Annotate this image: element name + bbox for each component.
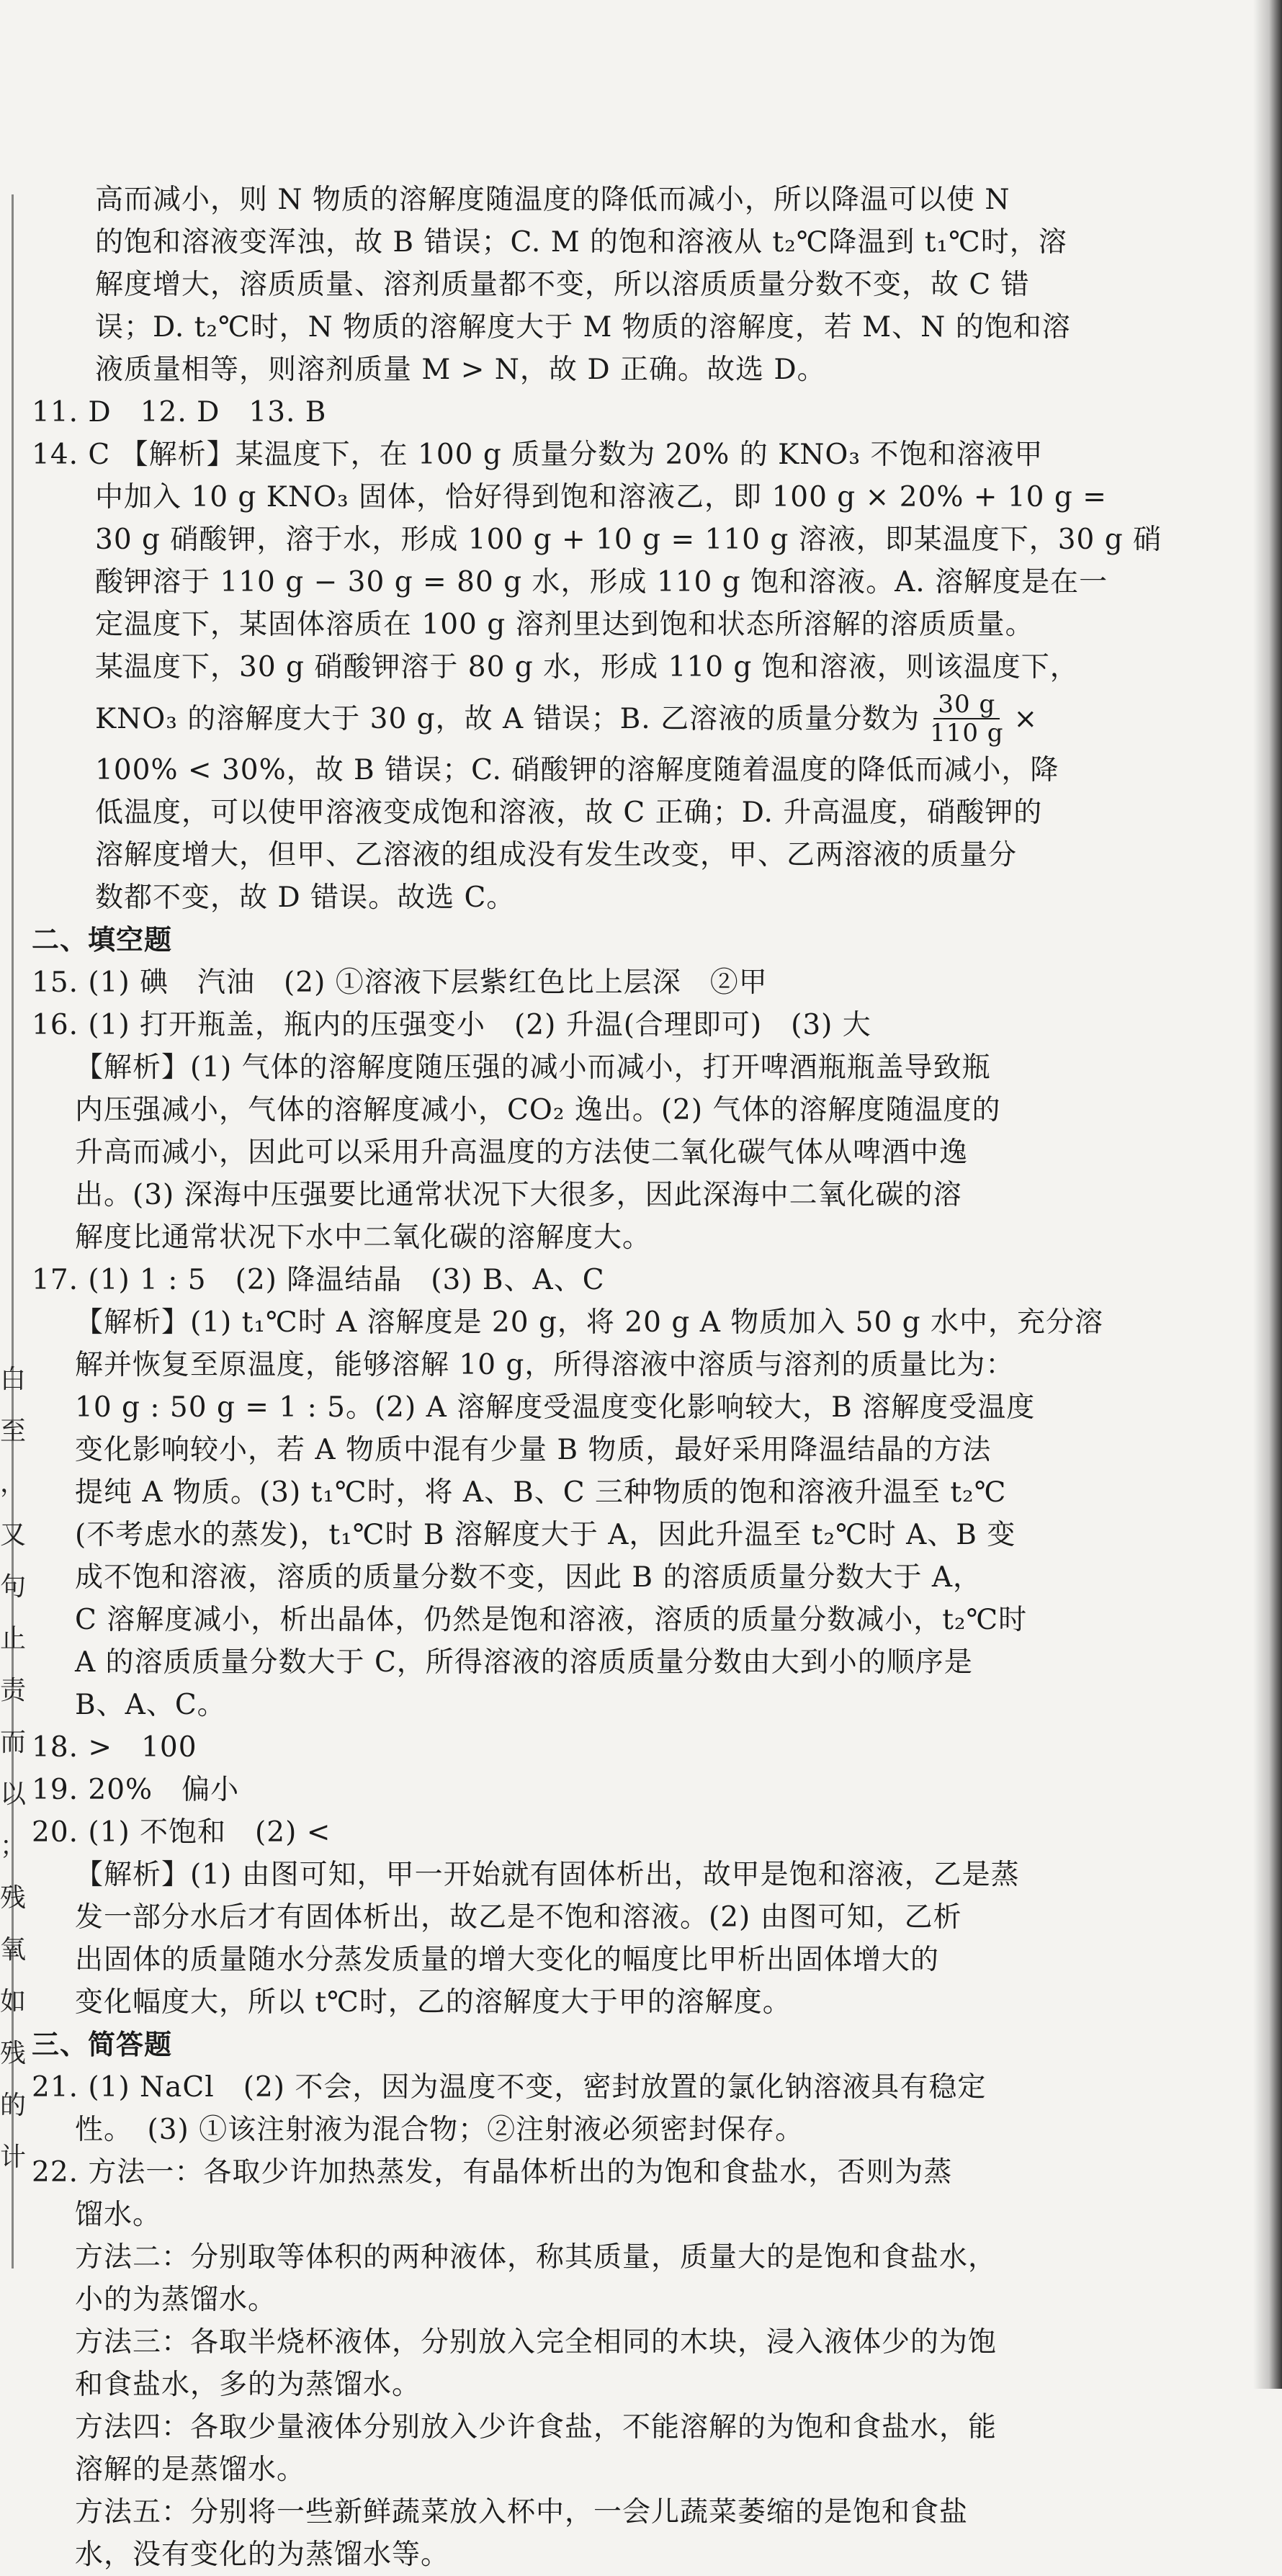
text-line: 提纯 A 物质。(3) t₁℃时，将 A、B、C 三种物质的饱和溶液升温至 t₂℃: [75, 1476, 1007, 1509]
text-line: 水，没有变化的为蒸馏水等。: [75, 2539, 450, 2571]
text-line: 解度比通常状况下水中二氧化碳的溶解度大。: [75, 1221, 652, 1254]
fraction-denominator: 110 g: [930, 719, 1004, 748]
mass-fraction: [925, 691, 1008, 747]
gutter-char: 至: [0, 1417, 27, 1446]
text-line: 30 g 硝酸钾，溶于水，形成 100 g + 10 g = 110 g 溶液，即某温度下，30 g 硝: [95, 524, 1162, 556]
text-line: 100% < 30%，故 B 错误；C. 硝酸钾的溶解度随着温度的降低而减小，降: [95, 754, 1059, 786]
gutter-char: 句: [0, 1572, 27, 1602]
adjacent-page-fragment: [0, 1354, 27, 2184]
method-4: 方法四：各取少量液体分别放入少许食盐，不能溶解的为饱和食盐水，能: [75, 2411, 998, 2443]
text-line: 和食盐水，多的为蒸馏水。: [75, 2369, 421, 2401]
gutter-char: 而: [0, 1728, 27, 1757]
gutter-char: 计: [0, 2142, 27, 2172]
text-line: 发一部分水后才有固体析出，故乙是不饱和溶液。(2) 由图可知，乙析: [75, 1901, 962, 1934]
text-line: 升高而减小，因此可以采用升高温度的方法使二氧化碳气体从啤酒中逸: [75, 1136, 969, 1169]
answer-19: 19. 20% 偏小: [32, 1774, 240, 1806]
gutter-char: 责: [0, 1676, 27, 1705]
answer-17: 17. (1) 1 : 5 (2) 降温结晶 (3) B、A、C: [32, 1264, 605, 1296]
gutter-char: 白: [0, 1365, 27, 1394]
analysis-20: 【解析】(1) 由图可知，甲一开始就有固体析出，故甲是饱和溶液，乙是蒸: [75, 1859, 1020, 1891]
text-line: 成不饱和溶液，溶质的质量分数不变，因此 B 的溶质质量分数大于 A，: [75, 1561, 982, 1594]
text-line: 变化影响较小，若 A 物质中混有少量 B 物质，最好采用降温结晶的方法: [75, 1434, 992, 1466]
gutter-char: 残: [0, 1883, 27, 1913]
text-line: 10 g : 50 g = 1 : 5。(2) A 溶解度受温度变化影响较大，B 溶解度受温度: [75, 1391, 1036, 1424]
method-2: 方法二：分别取等体积的两种液体，称其质量，质量大的是饱和食盐水，: [75, 2241, 998, 2274]
text-line: 出。(3) 深海中压强要比通常状况下大很多，因此深海中二氧化碳的溶: [75, 1179, 962, 1211]
text-line: B、A、C。: [75, 1689, 226, 1721]
text-line: 低温度，可以使甲溶液变成饱和溶液，故 C 正确；D. 升高温度，硝酸钾的: [95, 796, 1043, 829]
text-line: 小的为蒸馏水。: [75, 2284, 277, 2316]
answer-text-block: [32, 179, 1162, 2576]
gutter-char: 止: [0, 1624, 27, 1653]
gutter-char: 残: [0, 2039, 27, 2068]
text-line: 液质量相等，则溶剂质量 M > N，故 D 正确。故选 D。: [95, 354, 826, 386]
text-line: KNO₃ 的溶解度大于 30 g，故 A 错误；B. 乙溶液的质量分数为: [95, 702, 920, 735]
gutter-char: ，: [0, 1468, 27, 1498]
method-5: 方法五：分别将一些新鲜蔬菜放入杯中，一会儿蔬菜萎缩的是饱和食盐: [75, 2496, 969, 2528]
answer-22: 22. 方法一：各取少许加热蒸发，有晶体析出的为饱和食盐水，否则为蒸: [32, 2156, 953, 2189]
section-heading-fill-blank: 二、填空题: [32, 924, 173, 956]
text-line: C 溶解度减小，析出晶体，仍然是饱和溶液，溶质的质量分数减小，t₂℃时: [75, 1604, 1028, 1636]
text-line: 出固体的质量随水分蒸发质量的增大变化的幅度比甲析出固体增大的: [75, 1944, 940, 1976]
text-line: 数都不变，故 D 错误。故选 C。: [95, 881, 516, 914]
text-line: 中加入 10 g KNO₃ 固体，恰好得到饱和溶液乙，即 100 g × 20% + 10 g =: [95, 481, 1107, 513]
text-line: 定温度下，某固体溶质在 100 g 溶剂里达到饱和状态所溶解的溶质质量。: [95, 609, 1034, 641]
analysis-16: 【解析】(1) 气体的溶解度随压强的减小而减小，打开啤酒瓶瓶盖导致瓶: [75, 1051, 991, 1084]
text-line: 变化幅度大，所以 t℃时，乙的溶解度大于甲的溶解度。: [75, 1986, 792, 2019]
gutter-char: 以: [0, 1780, 27, 1809]
page-edge-shadow: [1253, 0, 1282, 2389]
text-line: 解度增大，溶质质量、溶剂质量都不变，所以溶质质量分数不变，故 C 错: [95, 269, 1030, 301]
text-line: 溶解度增大，但甲、乙溶液的组成没有发生改变，甲、乙两溶液的质量分: [95, 839, 1018, 871]
text-line: (不考虑水的蒸发)，t₁℃时 B 溶解度大于 A，因此升温至 t₂℃时 A、B 变: [75, 1519, 1016, 1551]
method-3: 方法三：各取半烧杯液体，分别放入完全相同的木块，浸入液体少的为饱: [75, 2326, 998, 2359]
answer-11-13: 11. D 12. D 13. B: [32, 396, 327, 428]
gutter-char: 又: [0, 1520, 27, 1550]
answer-18: 18. > 100: [32, 1731, 197, 1764]
times-sign: ×: [1013, 702, 1039, 735]
text-line: 某温度下，30 g 硝酸钾溶于 80 g 水，形成 110 g 饱和溶液，则该温度下，: [95, 651, 1079, 683]
text-line: 误；D. t₂℃时，N 物质的溶解度大于 M 物质的溶解度，若 M、N 的饱和溶: [95, 311, 1071, 344]
analysis-17: 【解析】(1) t₁℃时 A 溶解度是 20 g，将 20 g A 物质加入 50 g 水中，充分溶: [75, 1306, 1104, 1339]
text-line: A 的溶质质量分数大于 C，所得溶液的溶质质量分数由大到小的顺序是: [75, 1646, 973, 1679]
text-line: 的饱和溶液变浑浊，故 B 错误；C. M 的饱和溶液从 t₂℃降温到 t₁℃时，溶: [95, 226, 1067, 259]
answer-15: 15. (1) 碘 汽油 (2) ①溶液下层紫红色比上层深 ②甲: [32, 966, 768, 999]
gutter-char: 如: [0, 1987, 27, 2016]
answer-14: 14. C 【解析】某温度下，在 100 g 质量分数为 20% 的 KNO₃ 不饱和溶液甲: [32, 439, 1044, 471]
gutter-char: 的: [0, 2091, 27, 2120]
text-line: 溶解的是蒸馏水。: [75, 2454, 306, 2486]
answer-21: 21. (1) NaCl (2) 不会，因为温度不变，密封放置的氯化钠溶液具有稳定: [32, 2071, 987, 2104]
fraction-line: [32, 688, 1039, 749]
fraction-numerator: 30 g: [933, 691, 1000, 719]
text-line: 性。 (3) ①该注射液为混合物；②注射液必须密封保存。: [75, 2114, 804, 2146]
text-line: 馏水。: [75, 2199, 162, 2231]
text-line: 酸钾溶于 110 g − 30 g = 80 g 水，形成 110 g 饱和溶液。A. 溶解度是在一: [95, 566, 1108, 598]
text-line: 解并恢复至原温度，能够溶解 10 g，所得溶液中溶质与溶剂的质量比为：: [75, 1349, 1015, 1381]
text-line: 内压强减小，气体的溶解度减小，CO₂ 逸出。(2) 气体的溶解度随温度的: [75, 1094, 1001, 1126]
gutter-char: ；: [0, 1831, 27, 1861]
gutter-char: 氧: [0, 1935, 27, 1965]
answer-20: 20. (1) 不饱和 (2) <: [32, 1816, 331, 1849]
section-heading-short-answer: 三、简答题: [32, 2029, 173, 2060]
answer-16: 16. (1) 打开瓶盖，瓶内的压强变小 (2) 升温(合理即可) (3) 大: [32, 1009, 871, 1041]
text-line: 高而减小，则 N 物质的溶解度随温度的降低而减小，所以降温可以使 N: [95, 184, 1010, 216]
